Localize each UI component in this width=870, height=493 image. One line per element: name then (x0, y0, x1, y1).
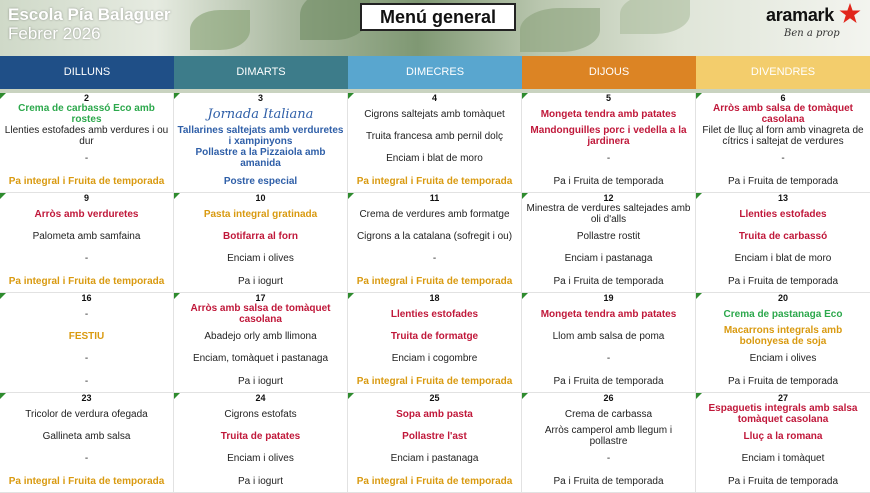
corner-marker (696, 193, 702, 199)
leaf-decoration (520, 8, 600, 52)
day-number: 10 (255, 193, 266, 203)
menu-dish: - (84, 352, 89, 364)
menu-dish: Sopa amb pasta (396, 408, 473, 420)
day-number: 18 (429, 293, 440, 303)
day-cell (696, 93, 870, 193)
menu-dish: Llenties estofades (390, 308, 479, 320)
menu-dish: Pa i Fruita de temporada (727, 275, 839, 287)
header-banner (0, 0, 870, 56)
menu-dish: Enciam i olives (227, 452, 294, 464)
weekday-monday: DILLUNS (0, 56, 174, 89)
day-number: 24 (255, 393, 266, 403)
menu-dish: Postre especial (223, 175, 298, 187)
menu-dish: Minestra de verdures saltejades amb oli d'alls (526, 203, 691, 225)
menu-dish: Pa integral i Fruita de temporada (8, 175, 165, 187)
menu-dish: Enciam i blat de moro (386, 152, 483, 164)
menu-dish: FESTIU (68, 330, 105, 342)
menu-dish: Cigrons a la catalana (sofregit i ou) (356, 230, 513, 242)
menu-dish: - (84, 375, 89, 387)
day-number: 2 (83, 93, 89, 103)
day-number: 5 (605, 93, 611, 103)
corner-marker (174, 293, 180, 299)
corner-marker (174, 93, 180, 99)
day-number: 17 (255, 293, 266, 303)
day-cell (174, 93, 348, 193)
corner-marker (0, 93, 6, 99)
day-cell (696, 293, 870, 393)
menu-dish: Enciam i tomàquet (741, 452, 825, 464)
menu-dish: Pa i Fruita de temporada (727, 175, 839, 187)
menu-dish: Cigrons saltejats amb tomàquet (364, 108, 505, 120)
corner-marker (522, 393, 528, 399)
menu-dish: Enciam, tomàquet i pastanaga (192, 352, 329, 364)
day-cell (0, 193, 174, 293)
menu-dish: - (606, 352, 611, 364)
day-number: 3 (257, 93, 263, 103)
day-cell (0, 93, 174, 193)
day-number: 6 (780, 93, 786, 103)
menu-dish: - (84, 452, 89, 464)
menu-dish: Botifarra al forn (222, 230, 298, 242)
corner-marker (696, 93, 702, 99)
day-cell (522, 193, 696, 293)
day-number: 27 (777, 393, 788, 403)
day-number: 20 (777, 293, 788, 303)
menu-dish: Jornada Italiana (207, 106, 314, 122)
menu-dish: Gallineta amb salsa (42, 430, 131, 442)
menu-dish: Llenties estofades amb verdures i ou dur (4, 125, 169, 147)
school-name: Escola Pía Balaguer (8, 5, 171, 24)
menu-dish: - (606, 152, 611, 164)
day-number: 11 (429, 193, 440, 203)
menu-dish: Pa i Fruita de temporada (553, 175, 664, 187)
day-number: 12 (603, 193, 614, 203)
day-cell (348, 93, 522, 193)
leaf-decoration (620, 0, 690, 34)
weekday-thursday: DIJOUS (522, 56, 696, 89)
menu-dish: Macarrons integrals amb bolonyesa de soja (723, 325, 843, 347)
day-number: 16 (81, 293, 92, 303)
corner-marker (174, 193, 180, 199)
day-cell (522, 293, 696, 393)
menu-dish: Tallarines saltejats amb verduretes i xampinyons (177, 125, 344, 147)
menu-dish: Enciam i pastanaga (564, 252, 653, 264)
menu-dish: Pollastre rostit (576, 230, 641, 242)
day-number: 4 (431, 93, 437, 103)
day-cell (0, 293, 174, 393)
corner-marker (174, 393, 180, 399)
menu-dish: Truita francesa amb pernil dolç (366, 130, 503, 142)
day-number: 13 (777, 193, 788, 203)
weekday-friday: DIVENDRES (696, 56, 870, 89)
corner-marker (522, 293, 528, 299)
day-cell (174, 193, 348, 293)
menu-dish: Filet de lluç al forn amb vinagreta de cítrics i saltejat de verdures (702, 125, 864, 147)
day-cell (522, 393, 696, 493)
menu-dish: - (84, 252, 89, 264)
corner-marker (348, 93, 354, 99)
menu-dish: Pa i Fruita de temporada (553, 275, 664, 287)
menu-dish: Crema de carbassó Eco amb rostes (18, 103, 155, 125)
menu-dish: Mongeta tendra amb patates (540, 308, 677, 320)
corner-marker (522, 193, 528, 199)
menu-dish: Llom amb salsa de poma (552, 330, 665, 342)
menu-dish: - (84, 152, 89, 164)
menu-dish: Arròs amb salsa de tomàquet casolana (712, 103, 854, 125)
menu-dish: Abadejo orly amb llimona (204, 330, 317, 342)
page-title: Menú general (360, 3, 516, 31)
menu-dish: Pa i Fruita de temporada (553, 475, 664, 487)
day-number: 19 (603, 293, 614, 303)
day-cell (696, 393, 870, 493)
menu-dish: Crema de verdures amb formatge (359, 208, 510, 220)
menu-dish: Palometa amb samfaina (32, 230, 141, 242)
menu-dish: Pa i iogurt (237, 375, 284, 387)
menu-dish: Pa i iogurt (237, 275, 284, 287)
day-number: 26 (603, 393, 614, 403)
corner-marker (0, 293, 6, 299)
menu-dish: - (84, 308, 89, 320)
menu-dish: Mongeta tendra amb patates (540, 108, 677, 120)
menu-dish: Pasta integral gratinada (203, 208, 318, 220)
menu-dish: Arròs amb verduretes (34, 208, 139, 220)
menu-grid (0, 93, 870, 493)
day-number: 23 (81, 393, 92, 403)
menu-dish: Pa i Fruita de temporada (553, 375, 664, 387)
menu-dish: Enciam i olives (749, 352, 817, 364)
menu-dish: Pa integral i Fruita de temporada (356, 475, 513, 487)
corner-marker (696, 293, 702, 299)
weekday-wednesday: DIMECRES (348, 56, 522, 89)
day-cell (522, 93, 696, 193)
menu-dish: Pa integral i Fruita de temporada (356, 275, 513, 287)
brand-tagline: Ben a prop (784, 28, 840, 39)
menu-dish: Tricolor de verdura ofegada (25, 408, 148, 420)
corner-marker (0, 193, 6, 199)
day-number: 9 (83, 193, 89, 203)
day-cell (174, 293, 348, 393)
weekday-header-row (0, 56, 870, 89)
brand-logo-text: aramark (766, 5, 834, 25)
menu-dish: Truita de carbassó (738, 230, 828, 242)
day-cell (0, 393, 174, 493)
menu-dish: Lluç a la romana (743, 430, 823, 442)
menu-dish: Enciam i cogombre (391, 352, 478, 364)
menu-dish: Arròs amb salsa de tomàquet casolana (190, 303, 331, 325)
day-number: 25 (429, 393, 440, 403)
corner-marker (348, 193, 354, 199)
menu-dish: Pa i Fruita de temporada (727, 475, 839, 487)
menu-dish: Enciam i olives (227, 252, 294, 264)
day-cell (348, 393, 522, 493)
corner-marker (348, 393, 354, 399)
menu-period: Febrer 2026 (8, 24, 101, 43)
menu-dish: Mandonguilles porc i vedella a la jardinera (530, 125, 687, 147)
corner-marker (0, 393, 6, 399)
star-figure-icon (838, 2, 862, 26)
menu-dish: Pa integral i Fruita de temporada (356, 375, 513, 387)
menu-dish: - (432, 252, 437, 264)
menu-dish: Crema de carbassa (564, 408, 653, 420)
menu-dish: Crema de pastanaga Eco (723, 308, 843, 320)
menu-dish: Pa integral i Fruita de temporada (8, 275, 165, 287)
menu-dish: Pollastre l'ast (402, 430, 467, 442)
menu-dish: Truita de formatge (390, 330, 479, 342)
day-cell (348, 293, 522, 393)
menu-dish: - (606, 452, 611, 464)
corner-marker (348, 293, 354, 299)
day-cell (348, 193, 522, 293)
menu-dish: Cigrons estofats (224, 408, 297, 420)
menu-dish: Pa i iogurt (237, 475, 284, 487)
weekday-tuesday: DIMARTS (174, 56, 348, 89)
menu-dish: Pa integral i Fruita de temporada (8, 475, 165, 487)
menu-dish: Espaguetis integrals amb salsa tomàquet casolana (708, 403, 858, 425)
menu-dish: Pollastre a la Pizzaiola amb amanida (195, 147, 326, 169)
menu-dish: Arròs camperol amb llegum i pollastre (544, 425, 673, 447)
menu-dish: Pa i Fruita de temporada (727, 375, 839, 387)
day-cell (696, 193, 870, 293)
menu-dish: Truita de patates (220, 430, 301, 442)
menu-dish: - (781, 152, 785, 164)
menu-dish: Llenties estofades (739, 208, 827, 220)
corner-marker (522, 93, 528, 99)
corner-marker (696, 393, 702, 399)
menu-dish: Pa integral i Fruita de temporada (356, 175, 513, 187)
leaf-decoration (190, 10, 250, 50)
menu-dish: Enciam i pastanaga (390, 452, 479, 464)
menu-dish: Enciam i blat de moro (734, 252, 832, 264)
day-cell (174, 393, 348, 493)
